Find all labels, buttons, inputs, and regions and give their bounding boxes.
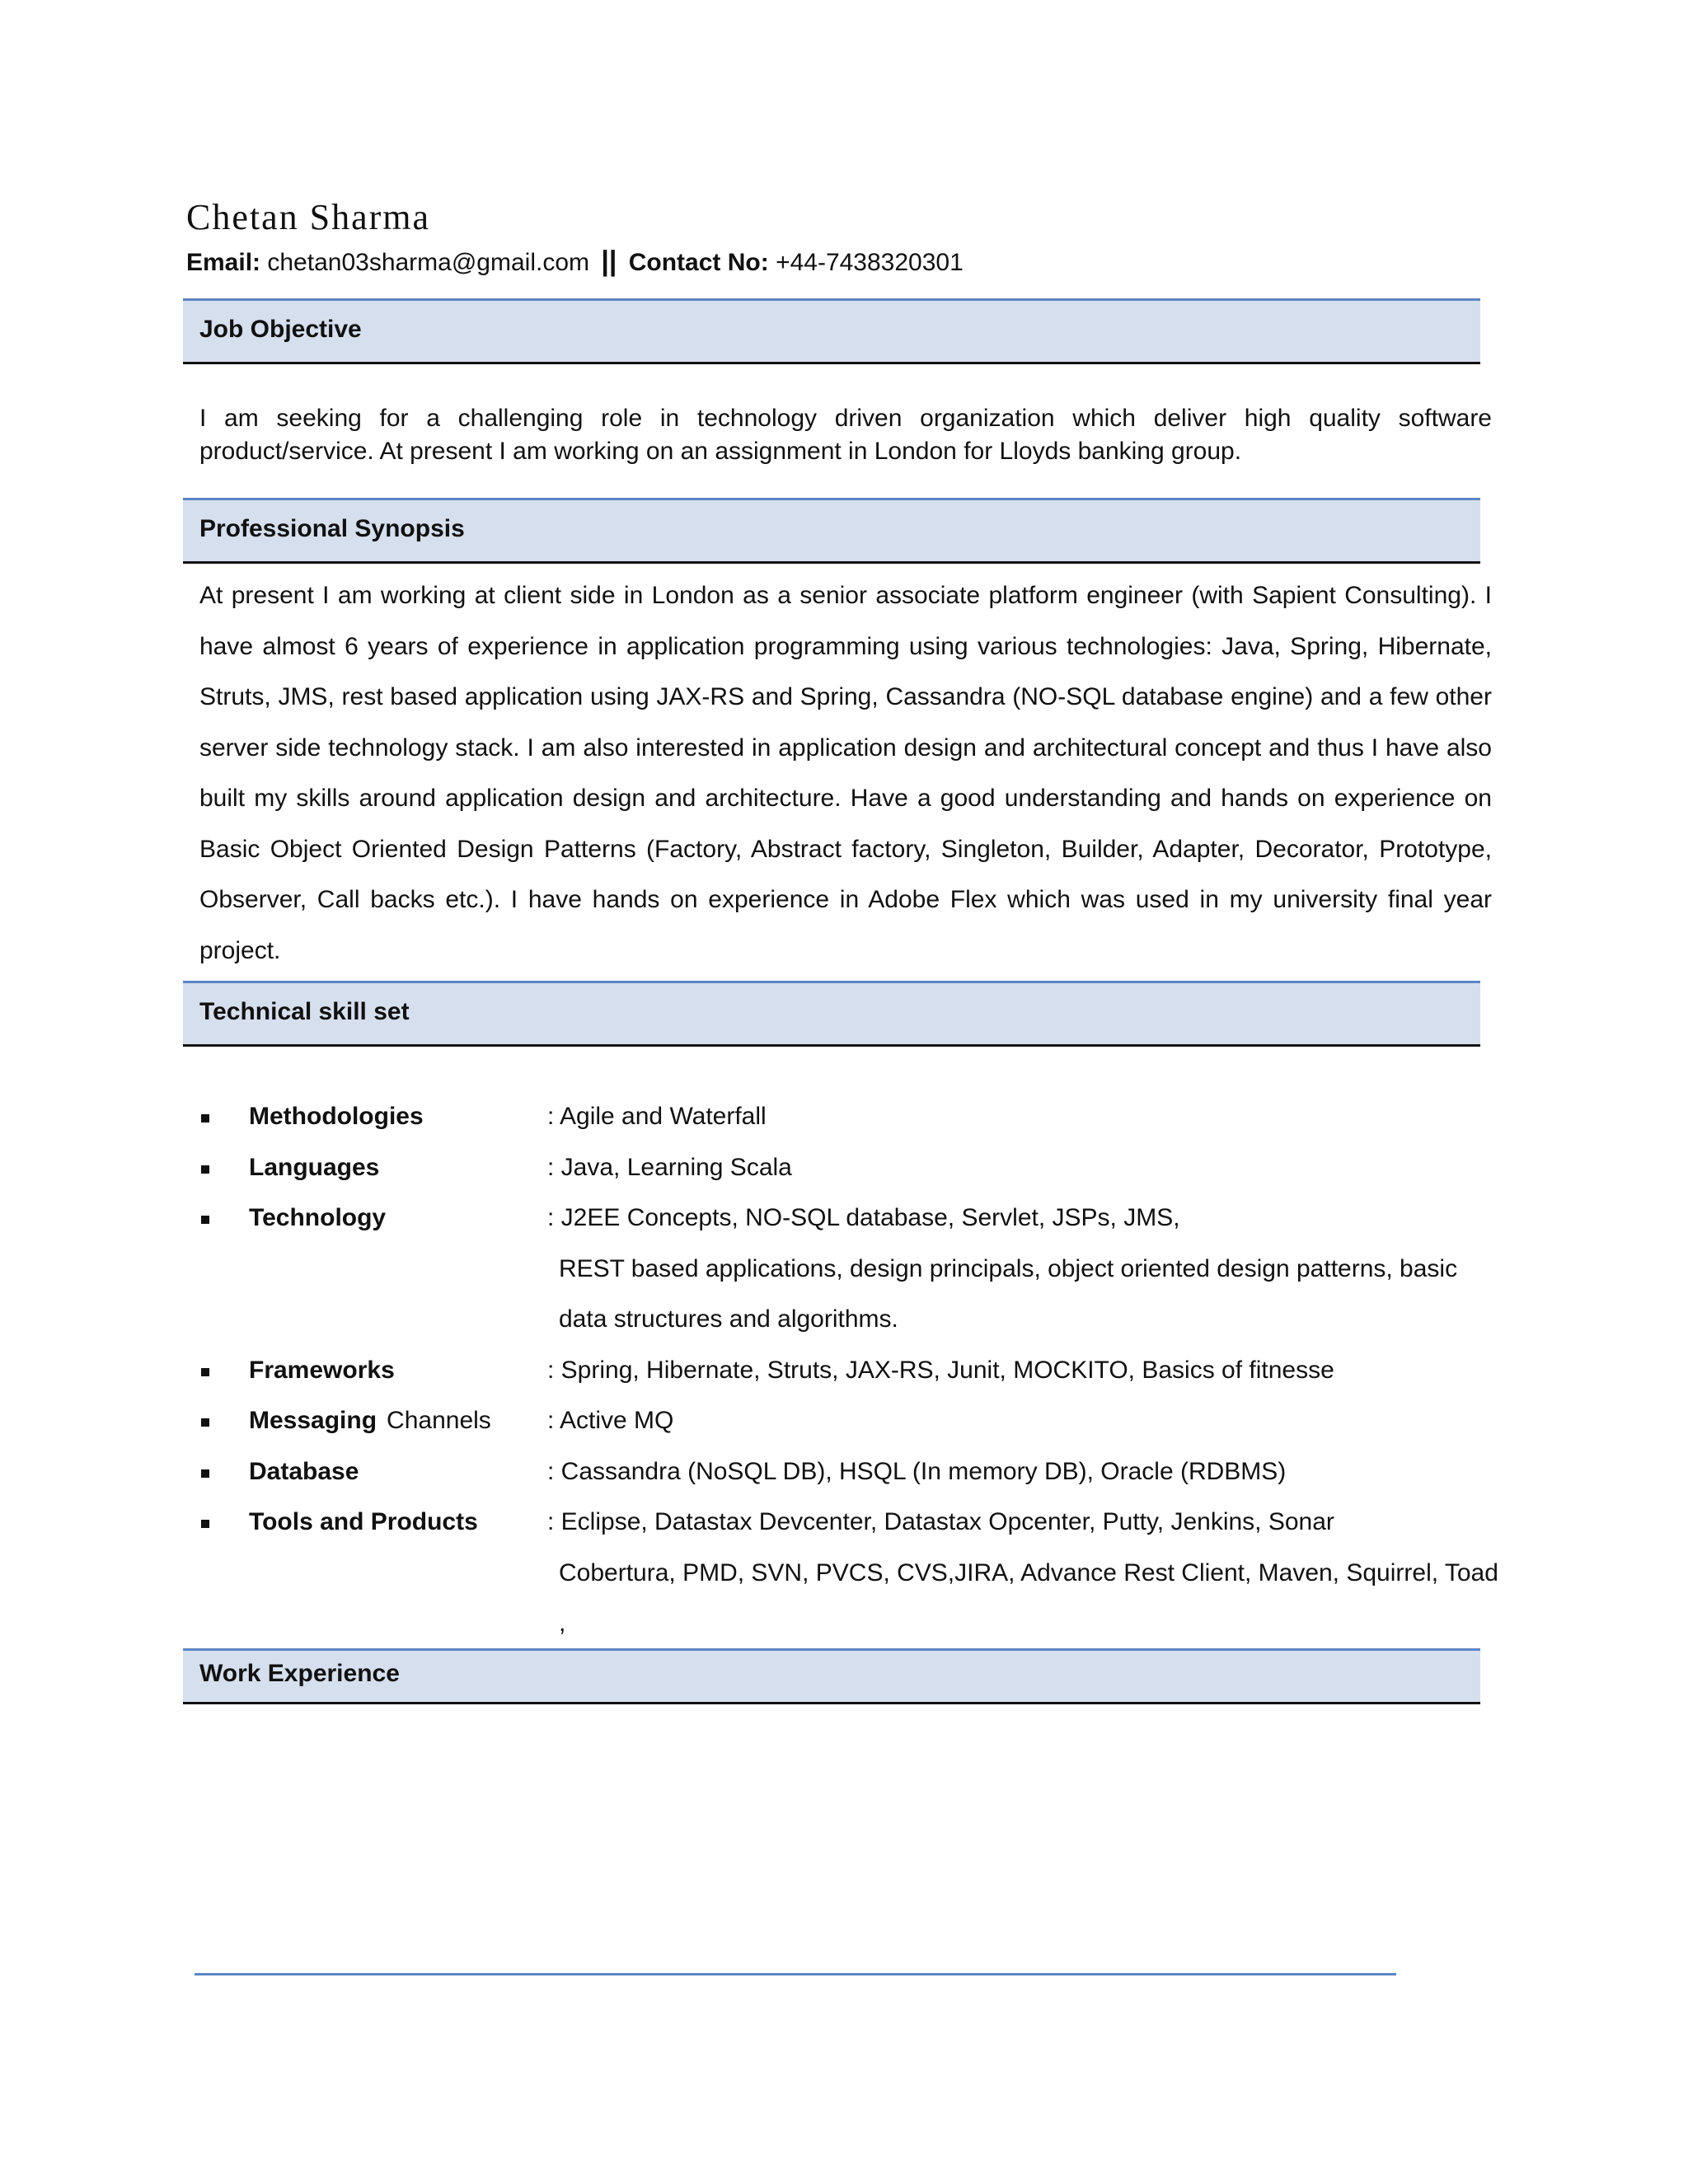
skill-name-text: Technology — [249, 1204, 387, 1231]
skill-name — [249, 1193, 386, 1244]
skill-name — [249, 1345, 395, 1396]
contact-line — [186, 246, 964, 278]
square-bullet-icon — [201, 1368, 209, 1376]
skill-name-text: Frameworks — [249, 1356, 395, 1384]
skill-row — [199, 1091, 1502, 1142]
square-bullet-icon — [201, 1165, 209, 1174]
skill-row — [199, 1345, 1502, 1396]
skill-value-line: Cobertura, PMD, SVN, PVCS, CVS,JIRA, Advance Rest Client, Maven, Squirrel, Toad , — [559, 1558, 1498, 1637]
skill-name — [249, 1446, 359, 1497]
skill-value — [547, 1345, 1502, 1396]
skill-name-text: Database — [249, 1457, 359, 1485]
skill-value — [547, 1091, 1502, 1142]
skill-row — [199, 1446, 1502, 1497]
skill-value-line: : Cassandra (NoSQL DB), HSQL (In memory DB), Oracle (RDBMS) — [547, 1457, 1287, 1485]
skill-value-line: REST based applications, design principals, object oriented design patterns, basic — [559, 1254, 1458, 1282]
skill-value — [547, 1193, 1502, 1345]
square-bullet-icon — [201, 1469, 209, 1478]
square-bullet-icon — [201, 1418, 209, 1427]
synopsis-text: At present I am working at client side in London as a senior associate platform engineer (with Sapient Consulting). I have almost 6 years of experience in application programming using various technologies: Java, Spring, Hibernate, Struts, JMS, rest based application using JAX-RS and Spring, Cassandra (NO-SQL database engine) and a few other server side technology stack. I am also interested in application design and architectural concept and thus I have also built my skills around application design and architecture. Have a good understanding and hands on experience on Basic Object Oriented Design Patterns (Factory, Abstract factory, Singleton, Builder, Adapter, Decorator, Prototype, Observer, Call backs etc.). I have hands on experience in Adobe Flex which was used in my university final year project. — [199, 582, 1492, 964]
section-header-professional-synopsis: Professional Synopsis — [183, 498, 1480, 564]
skill-name — [249, 1142, 379, 1193]
section-header-job-objective: Job Objective — [183, 298, 1480, 364]
skill-row — [199, 1395, 1502, 1446]
section-header-work-experience: Work Experience — [183, 1648, 1480, 1704]
skill-value-line: : Active MQ — [547, 1407, 674, 1434]
skill-value — [547, 1142, 1502, 1193]
skill-row — [199, 1193, 1502, 1345]
candidate-name: Chetan Sharma — [186, 197, 431, 237]
skill-name-text: Languages — [249, 1153, 380, 1181]
skill-name — [249, 1395, 491, 1446]
square-bullet-icon — [201, 1114, 209, 1122]
skill-name — [249, 1497, 478, 1548]
section-header-technical-skill-set: Technical skill set — [183, 981, 1480, 1047]
footer-divider — [195, 1973, 1396, 1975]
skill-name-text: Methodologies — [249, 1103, 424, 1130]
skill-row — [199, 1142, 1502, 1193]
skill-name — [249, 1091, 424, 1142]
contact-separator: || — [601, 246, 617, 277]
skill-value-line: : J2EE Concepts, NO-SQL database, Servlet, JSPs, JMS, — [547, 1204, 1180, 1231]
square-bullet-icon — [201, 1216, 209, 1224]
skill-value — [547, 1446, 1502, 1497]
skill-value-line: data structures and algorithms. — [559, 1305, 898, 1333]
skill-value-line: : Java, Learning Scala — [547, 1153, 792, 1181]
skill-value-line: : Eclipse, Datastax Devcenter, Datastax Opcenter, Putty, Jenkins, Sonar — [547, 1508, 1334, 1535]
contact-label: Contact No: — [628, 249, 769, 276]
objective-text: I am seeking for a challenging role in technology driven organization which deliver high quality software product/service. At present I am working on an assignment in London for Lloyds banking group. — [199, 405, 1492, 465]
email-address: chetan03sharma@gmail.com — [267, 249, 590, 276]
skill-name-text: Tools and Products — [249, 1508, 478, 1535]
skill-value-line: : Agile and Waterfall — [547, 1103, 767, 1130]
contact-number: +44-7438320301 — [776, 249, 964, 276]
email-label: Email: — [186, 249, 261, 276]
skill-name-extra: Channels — [387, 1407, 491, 1434]
square-bullet-icon — [201, 1520, 209, 1528]
skills-list — [199, 1091, 1502, 1699]
skill-value-line: : Spring, Hibernate, Struts, JAX-RS, Junit, MOCKITO, Basics of fitnesse — [547, 1356, 1334, 1384]
skill-value — [547, 1395, 1502, 1446]
skill-name-text: Messaging — [249, 1407, 377, 1434]
